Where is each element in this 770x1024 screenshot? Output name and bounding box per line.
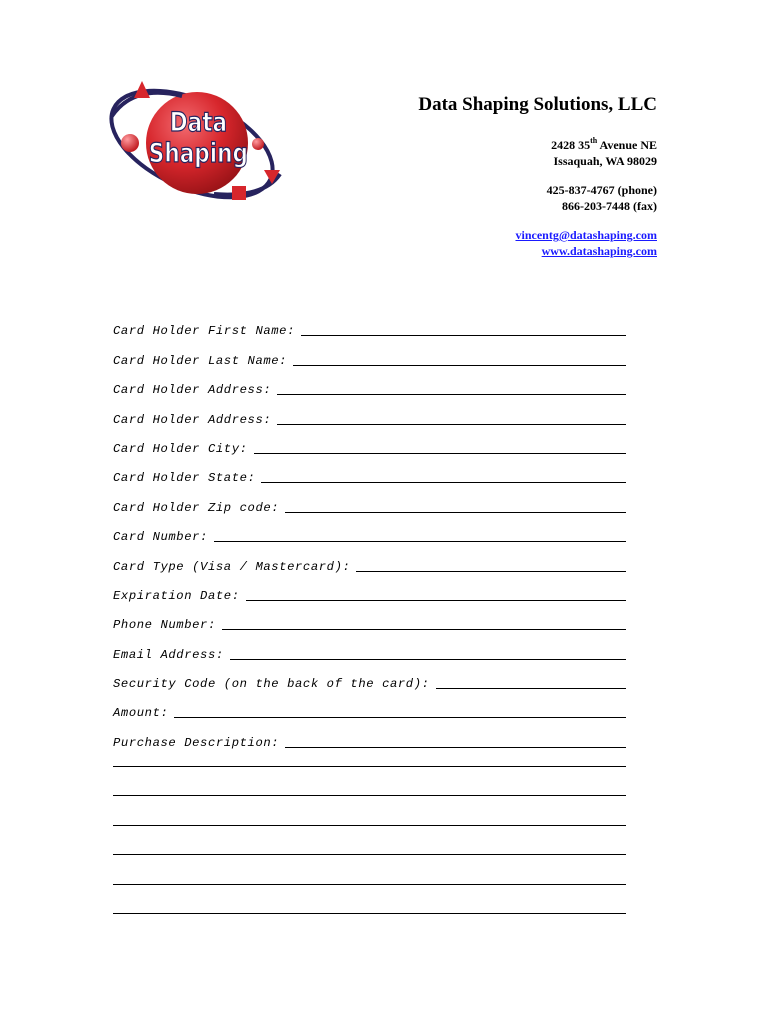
logo-ball-left-icon: [121, 134, 139, 152]
description-line[interactable]: [113, 795, 626, 796]
input-line[interactable]: [301, 321, 626, 336]
field-last-name: [113, 339, 626, 368]
input-line[interactable]: [214, 527, 626, 542]
field-first-name: [113, 310, 626, 339]
field-security-code: [113, 663, 626, 692]
input-line[interactable]: [277, 380, 626, 395]
field-purchase-description: [113, 721, 626, 750]
field-label: Expiration Date:: [113, 588, 240, 603]
description-lines: [113, 766, 626, 942]
address-street: 2428 35th Avenue NE: [551, 136, 657, 152]
logo-ball-right-icon: [252, 138, 264, 150]
field-card-number: [113, 516, 626, 545]
address-city: Issaquah, WA 98029: [553, 154, 657, 168]
field-zip: [113, 486, 626, 515]
input-line[interactable]: [230, 645, 626, 660]
field-amount: [113, 692, 626, 721]
logo-square-icon: [232, 186, 246, 200]
field-label: Email Address:: [113, 647, 224, 662]
description-line[interactable]: [113, 854, 626, 855]
card-form: [113, 310, 626, 751]
input-line[interactable]: [356, 557, 626, 572]
company-info: [418, 94, 657, 259]
field-label: Card Holder Zip code:: [113, 500, 280, 515]
field-email: [113, 633, 626, 662]
field-label: Card Holder Address:: [113, 383, 272, 398]
input-line[interactable]: [285, 498, 626, 513]
description-line[interactable]: [113, 825, 626, 826]
input-line[interactable]: [285, 733, 626, 748]
field-card-type: [113, 545, 626, 574]
field-label: Card Holder Last Name:: [113, 353, 288, 368]
field-label: Card Type (Visa / Mastercard):: [113, 559, 351, 574]
input-line[interactable]: [246, 586, 626, 601]
field-label: Card Holder City:: [113, 441, 248, 456]
field-expiration: [113, 575, 626, 604]
field-phone: [113, 604, 626, 633]
field-address-2: [113, 398, 626, 427]
email-link[interactable]: vincentg@datashaping.com: [515, 228, 657, 242]
field-label: Card Holder Address:: [113, 412, 272, 427]
input-line[interactable]: [277, 410, 626, 425]
field-state: [113, 457, 626, 486]
input-line[interactable]: [174, 703, 626, 718]
company-name: Data Shaping Solutions, LLC: [418, 94, 657, 115]
field-label: Security Code (on the back of the card):: [113, 677, 430, 692]
description-line[interactable]: [113, 884, 626, 885]
phone-number: 425-837-4767 (phone): [546, 183, 657, 197]
description-line[interactable]: [113, 766, 626, 767]
data-shaping-logo: [104, 76, 290, 206]
website-link[interactable]: www.datashaping.com: [541, 244, 657, 258]
input-line[interactable]: [222, 615, 626, 630]
logo-text-line1: Data: [169, 105, 228, 138]
field-label: Card Holder State:: [113, 471, 256, 486]
fax-number: 866-203-7448 (fax): [562, 199, 657, 213]
field-label: Purchase Description:: [113, 735, 280, 750]
field-label: Card Number:: [113, 530, 208, 545]
field-label: Phone Number:: [113, 618, 216, 633]
field-address-1: [113, 369, 626, 398]
input-line[interactable]: [436, 674, 626, 689]
field-label: Amount:: [113, 706, 169, 721]
input-line[interactable]: [261, 468, 626, 483]
logo-text-line2: Shaping: [148, 136, 248, 169]
field-label: Card Holder First Name:: [113, 324, 296, 339]
field-city: [113, 428, 626, 457]
input-line[interactable]: [293, 351, 626, 366]
input-line[interactable]: [254, 439, 626, 454]
description-line[interactable]: [113, 913, 626, 914]
